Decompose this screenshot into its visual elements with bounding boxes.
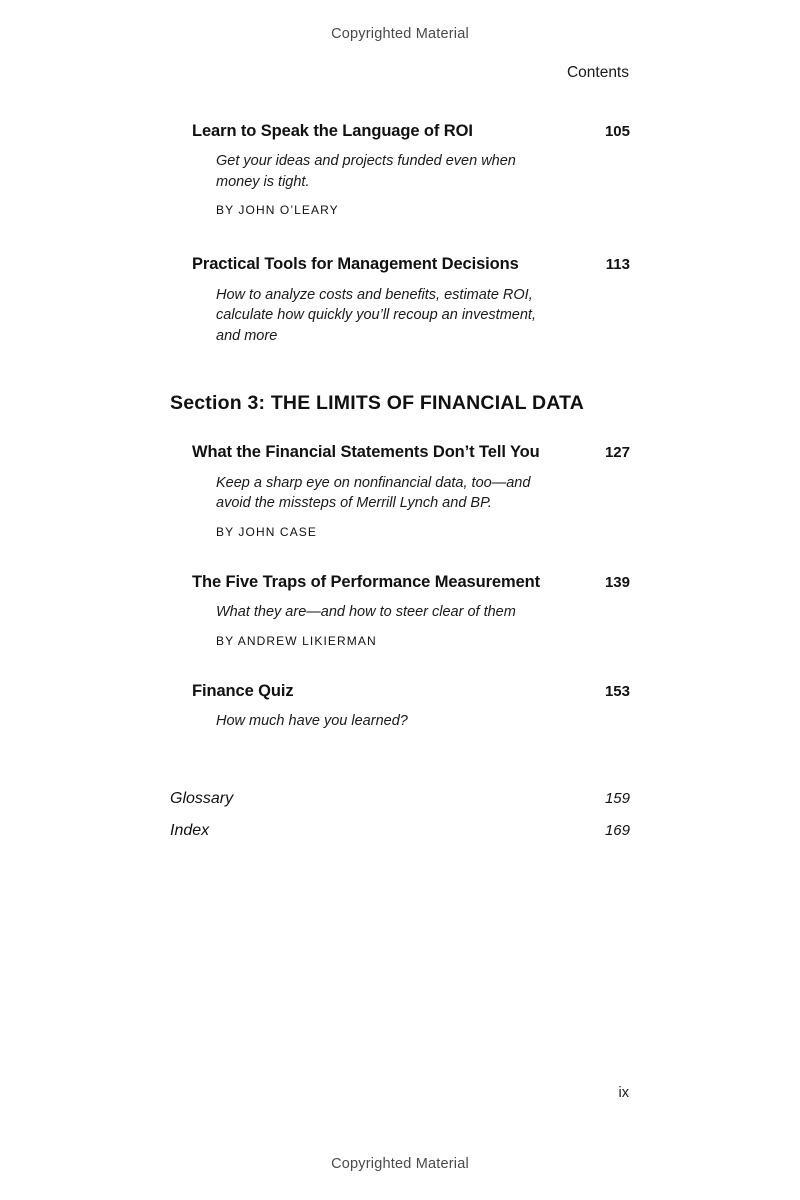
- toc-entry[interactable]: [170, 253, 630, 346]
- toc-entry[interactable]: [170, 120, 630, 217]
- section-header: [170, 392, 630, 415]
- entry-spacer: [170, 654, 630, 680]
- toc-entry-title: The Five Traps of Performance Measurement: [192, 572, 541, 591]
- toc-entry-head: [170, 571, 630, 593]
- running-head: Contents: [566, 64, 629, 81]
- toc-entry-head: [170, 680, 630, 702]
- toc-entry-title: What the Financial Statements Don’t Tell You: [192, 443, 540, 462]
- toc-entry-description: Keep a sharp eye on nonfinancial data, too—and avoid the missteps of Merrill Lynch and BP.: [216, 474, 531, 512]
- section-label: Section 3:: [170, 392, 266, 415]
- toc-entry[interactable]: [170, 571, 630, 648]
- toc-entry-title: Practical Tools for Management Decisions: [192, 255, 519, 274]
- toc-entry-page: 139: [604, 573, 630, 591]
- toc-entry-description: How much have you learned?: [216, 712, 408, 729]
- toc-entry-author: BY JOHN O’LEARY: [216, 203, 339, 218]
- toc-entry-head: [170, 120, 630, 142]
- backmatter-page: 169: [604, 821, 630, 839]
- toc-entry-description: How to analyze costs and benefits, estimate ROI, calculate how quickly you’ll recoup an investment, and more: [216, 286, 536, 344]
- backmatter-item[interactable]: [170, 822, 630, 840]
- toc-entry-author: BY ANDREW LIKIERMAN: [216, 633, 377, 648]
- entry-spacer: [170, 545, 630, 571]
- entry-spacer: [170, 223, 630, 253]
- backmatter-title: Index: [170, 821, 210, 839]
- toc-entry[interactable]: [170, 680, 630, 732]
- toc-entry-head: [170, 253, 630, 275]
- copyright-notice-bottom: Copyrighted Material: [331, 1156, 469, 1172]
- toc-entry-page: 127: [604, 444, 630, 462]
- toc-entry[interactable]: [170, 441, 630, 538]
- toc-entry-page: 113: [605, 256, 630, 274]
- backmatter-title: Glossary: [170, 789, 234, 807]
- backmatter-page: 159: [604, 789, 630, 807]
- toc-entry-page: 153: [604, 682, 630, 700]
- toc-content: [170, 120, 630, 854]
- copyright-notice-top: Copyrighted Material: [331, 26, 469, 42]
- toc-entry-title: Learn to Speak the Language of ROI: [192, 122, 473, 140]
- backmatter-item[interactable]: [170, 790, 630, 808]
- toc-entry-page: 105: [604, 123, 630, 140]
- toc-entry-description: Get your ideas and projects funded even when money is tight.: [216, 153, 516, 190]
- toc-entry-description: What they are—and how to steer clear of them: [216, 604, 516, 621]
- section-title: THE LIMITS OF FINANCIAL DATA: [270, 392, 585, 415]
- backmatter-list: [170, 790, 630, 840]
- page-number: ix: [618, 1085, 629, 1101]
- toc-entry-title: Finance Quiz: [192, 681, 294, 700]
- toc-entry-head: [170, 441, 630, 463]
- toc-entry-author: BY JOHN CASE: [216, 524, 318, 539]
